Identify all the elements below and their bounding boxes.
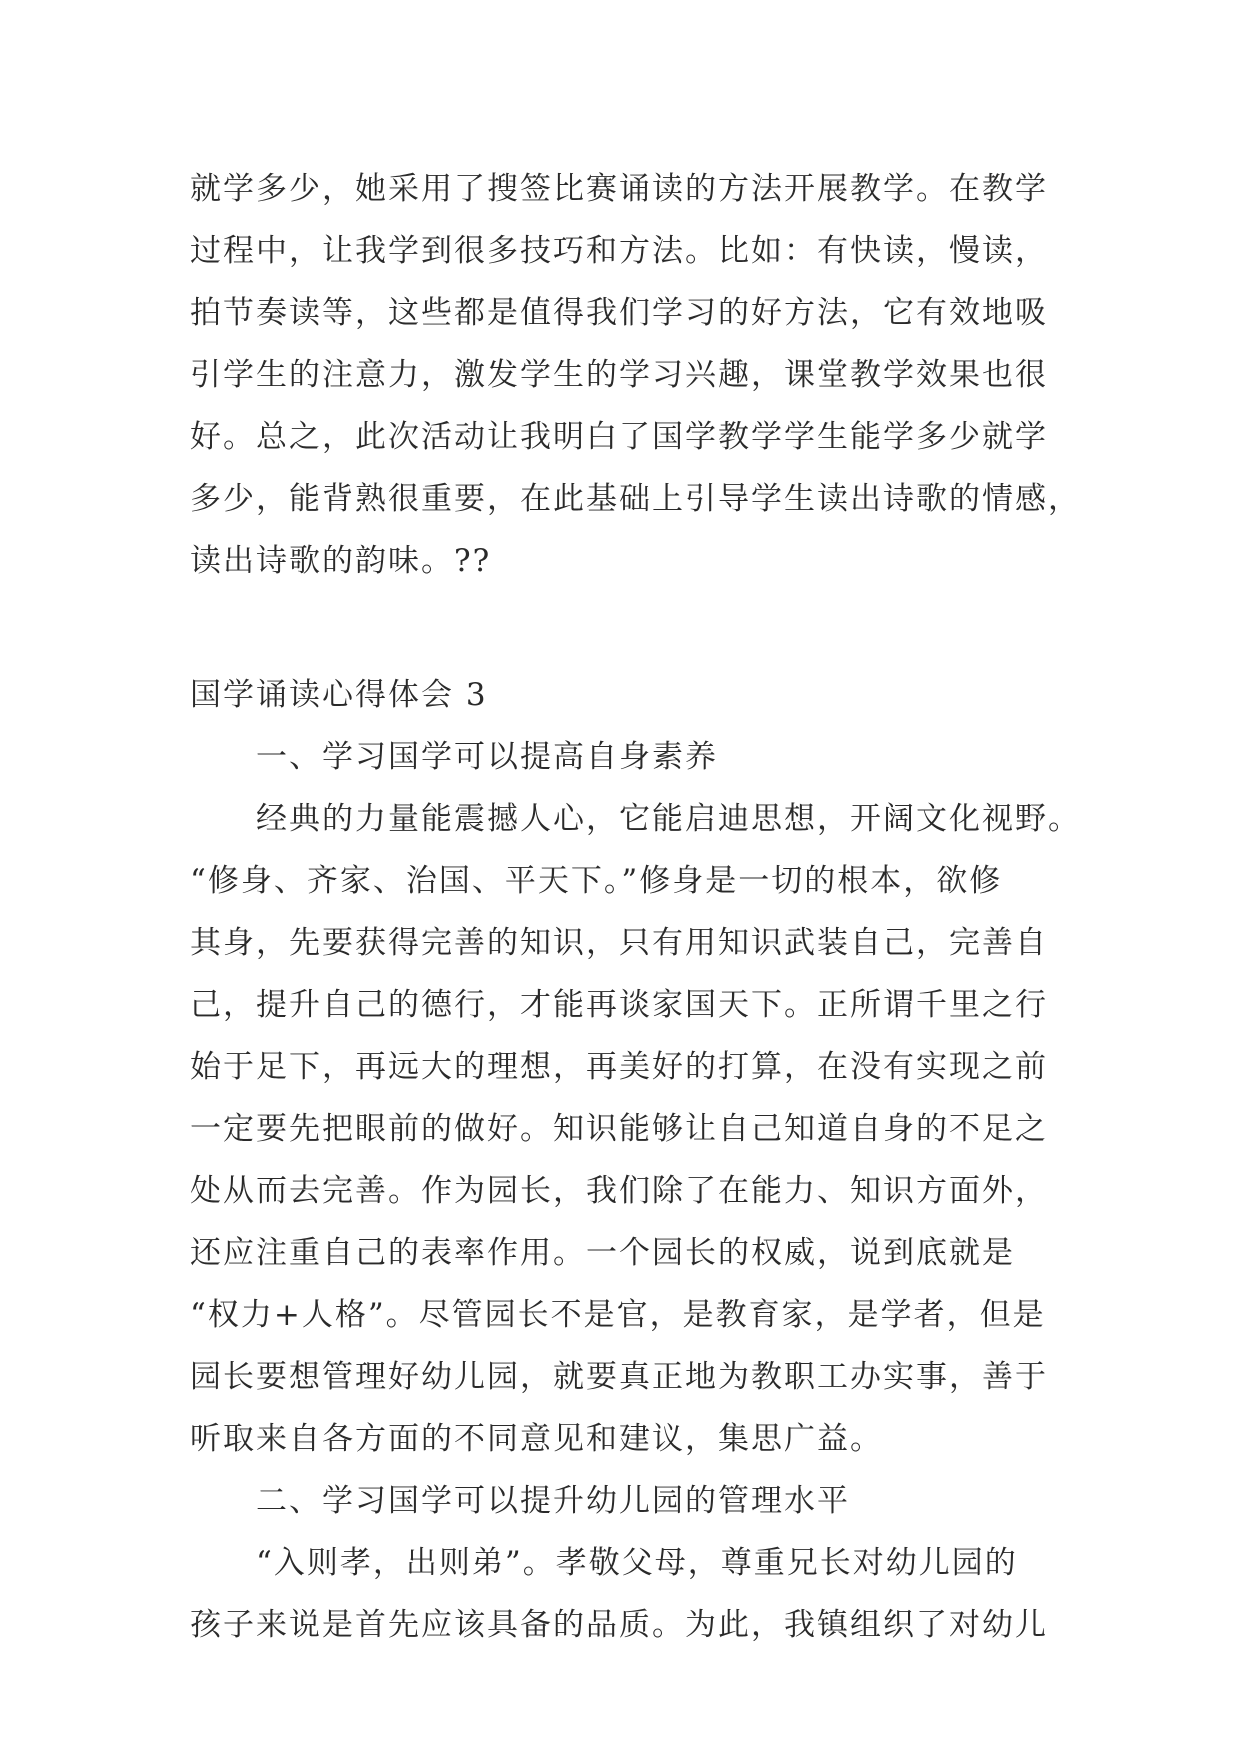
paragraph-1-line: “修身、齐家、治国、平天下。”修身是一切的根本，欲修 <box>190 863 1003 899</box>
paragraph-2-line: “入则孝，出则弟”。孝敬父母，尊重兄长对幼儿园的 <box>256 1545 1018 1581</box>
paragraph-1-line: 始于足下，再远大的理想，再美好的打算，在没有实现之前 <box>190 1049 1048 1085</box>
heading-2: 二、学习国学可以提升幼儿园的管理水平 <box>256 1483 850 1519</box>
paragraph-1-line: 园长要想管理好幼儿园，就要真正地为教职工办实事，善于 <box>190 1359 1048 1395</box>
section-gap <box>190 592 1052 664</box>
intro-line: 好。总之，此次活动让我明白了国学教学学生能学多少就学 <box>190 419 1048 455</box>
paragraph-1-line: 己，提升自己的德行，才能再谈家国天下。正所谓千里之行 <box>190 987 1048 1023</box>
paragraph-1-line: 其身，先要获得完善的知识，只有用知识武装自己，完善自 <box>190 925 1048 961</box>
paragraph-1-line: 还应注重自己的表率作用。一个园长的权威，说到底就是 <box>190 1235 1015 1271</box>
paragraph-1-line: 听取来自各方面的不同意见和建议，集思广益。 <box>190 1421 883 1457</box>
paragraph-1-line: 处从而去完善。作为园长，我们除了在能力、知识方面外， <box>190 1173 1048 1209</box>
document-body <box>190 158 1081 1656</box>
paragraph-1-line: 经典的力量能震撼人心，它能启迪思想，开阔文化视野。 <box>256 801 1081 837</box>
paragraph-1-line: 一定要先把眼前的做好。知识能够让自己知道自身的不足之 <box>190 1111 1048 1147</box>
intro-line: 引学生的注意力，激发学生的学习兴趣，课堂教学效果也很 <box>190 357 1048 393</box>
intro-line: 拍节奏读等，这些都是值得我们学习的好方法，它有效地吸 <box>190 295 1048 331</box>
intro-line: 过程中，让我学到很多技巧和方法。比如：有快读，慢读， <box>190 233 1048 269</box>
intro-line: 就学多少，她采用了搜签比赛诵读的方法开展教学。在教学 <box>190 171 1048 207</box>
paragraph-1-line: “权力+人格”。尽管园长不是官，是教育家，是学者，但是 <box>190 1297 1046 1333</box>
section-title: 国学诵读心得体会 3 <box>190 677 488 713</box>
intro-line: 多少，能背熟很重要，在此基础上引导学生读出诗歌的情感， <box>190 481 1081 517</box>
intro-line: 读出诗歌的韵味。?? <box>190 543 492 579</box>
heading-1: 一、学习国学可以提高自身素养 <box>256 739 718 775</box>
paragraph-2-line: 孩子来说是首先应该具备的品质。为此，我镇组织了对幼儿 <box>190 1607 1048 1643</box>
